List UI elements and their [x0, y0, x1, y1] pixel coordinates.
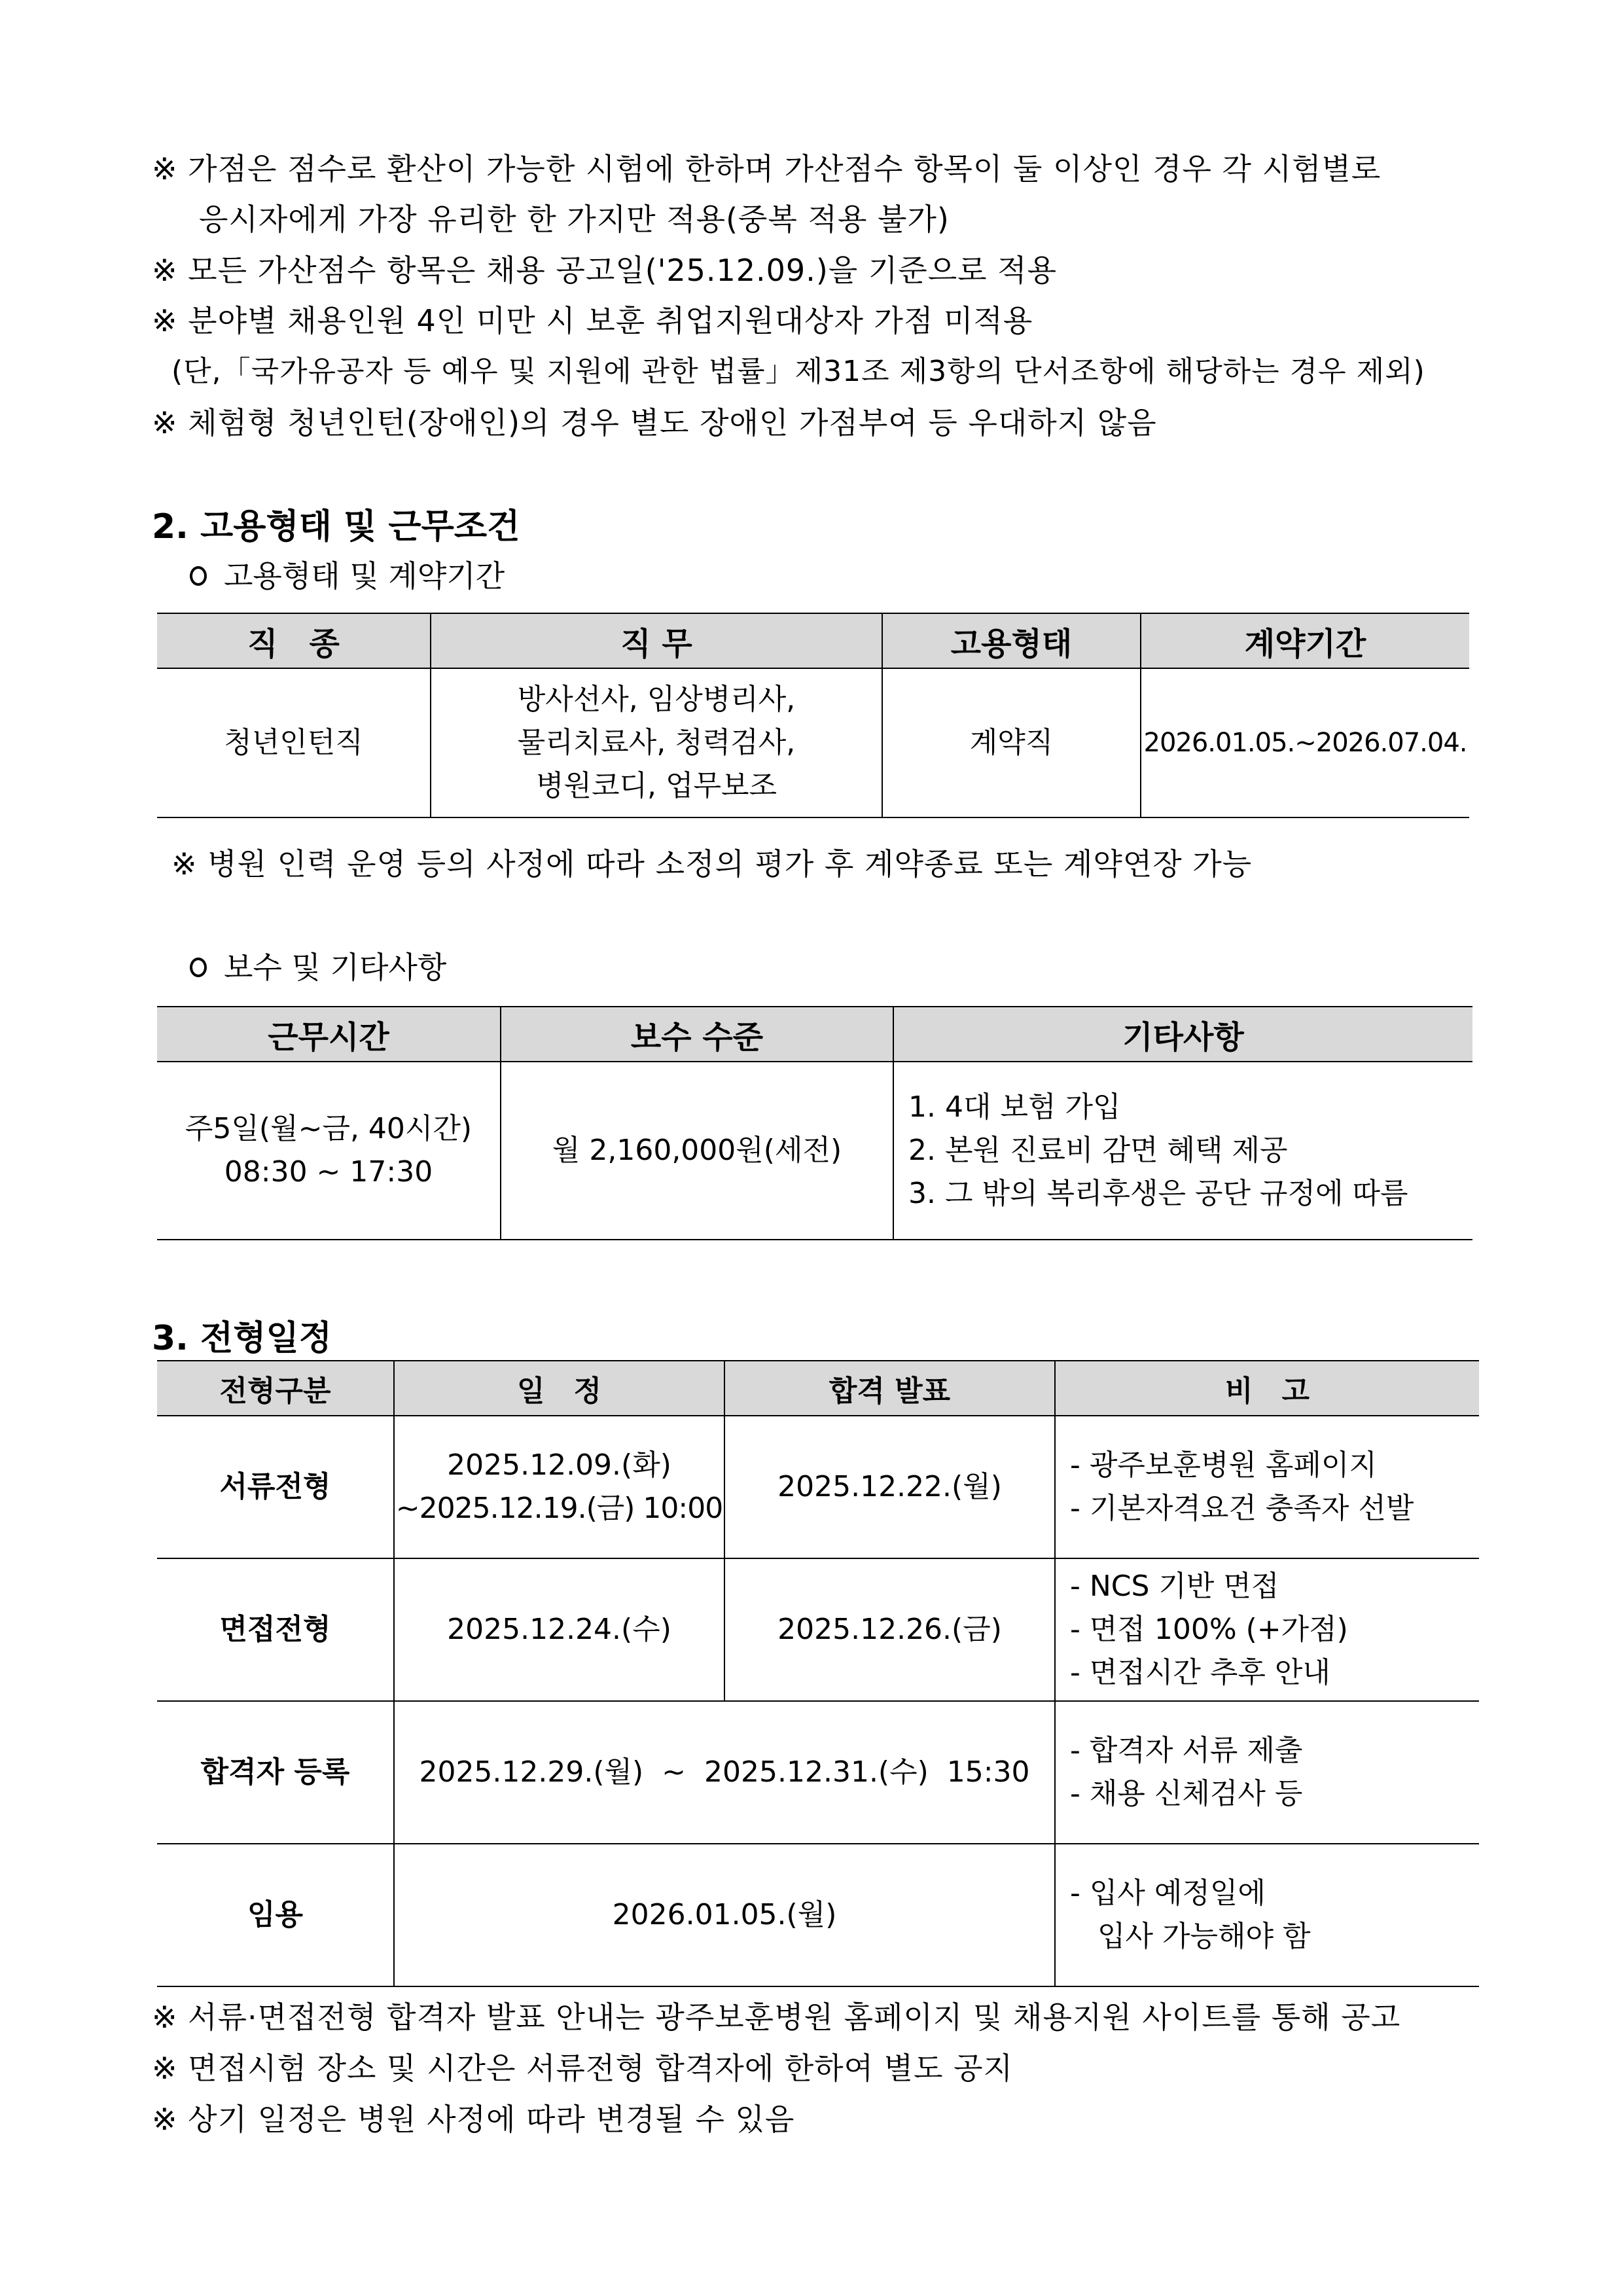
schedule-cell: 2025.12.24.(수)	[394, 1558, 724, 1701]
circle-bullet-icon	[190, 566, 207, 586]
header-cell: 합격 발표	[724, 1361, 1055, 1416]
duty-line: 병원코디, 업무보조	[535, 769, 777, 802]
remark-line: - 입사 예정일에	[1070, 1876, 1266, 1910]
pay-table	[157, 1006, 1472, 1240]
schedule-cell	[394, 1416, 724, 1558]
stage-cell: 합격자 등록	[157, 1701, 394, 1844]
header-cell: 보수 수준	[501, 1007, 893, 1062]
etc-line: 3. 그 밖의 복리후생은 공단 규정에 따름	[908, 1177, 1408, 1210]
circle-bullet-icon	[190, 958, 207, 977]
hours-line: 08:30 ~ 17:30	[224, 1155, 433, 1189]
table-row	[157, 668, 1469, 817]
remarks-cell	[1055, 1701, 1479, 1844]
pay-cell: 월 2,160,000원(세전)	[501, 1062, 893, 1240]
schedule-line: 2025.12.09.(화)	[447, 1448, 671, 1482]
schedule-cell: 2025.12.29.(월) ~ 2025.12.31.(수) 15:30	[394, 1701, 1055, 1844]
header-cell: 직 무	[431, 613, 882, 668]
table-header-row	[157, 1007, 1472, 1062]
stage-cell: 면접전형	[157, 1558, 394, 1701]
note-line: ※ 모든 가산점수 항목은 채용 공고일('25.12.09.)을 기준으로 적용	[152, 253, 1058, 288]
note-line: (단,「국가유공자 등 예우 및 지원에 관한 법률」제31조 제3항의 단서조항에 해당하는 경우 제외)	[171, 355, 1425, 388]
remarks-cell	[1055, 1416, 1479, 1558]
remark-line: - 기본자격요건 충족자 선발	[1070, 1492, 1414, 1525]
remark-line: - 광주보훈병원 홈페이지	[1070, 1448, 1377, 1482]
table-header-row	[157, 613, 1469, 668]
schedule-line: ~2025.12.19.(금) 10:00	[395, 1492, 723, 1525]
header-cell: 계약기간	[1141, 613, 1469, 668]
subsection-title: 보수 및 기타사항	[224, 950, 447, 985]
stage-cell: 임용	[157, 1844, 394, 1986]
header-cell: 직 종	[157, 613, 431, 668]
remark-line: - 면접시간 추후 안내	[1070, 1656, 1330, 1689]
duty-line: 물리치료사, 청력검사,	[517, 726, 796, 759]
hours-cell	[157, 1062, 501, 1240]
remark-line: - 합격자 서류 제출	[1070, 1734, 1303, 1767]
etc-cell	[893, 1062, 1472, 1240]
schedule-cell: 2026.01.05.(월)	[394, 1844, 1055, 1986]
duty-line: 방사선사, 임상병리사,	[517, 683, 796, 716]
table-row	[157, 1558, 1479, 1701]
note-line: ※ 가점은 점수로 환산이 가능한 시험에 한하며 가산점수 항목이 둘 이상인 경우 각 시험별로	[152, 151, 1382, 187]
note-line: ※ 상기 일정은 병원 사정에 따라 변경될 수 있음	[152, 2102, 795, 2137]
header-cell: 근무시간	[157, 1007, 501, 1062]
header-cell: 전형구분	[157, 1361, 394, 1416]
note-line: ※ 체험형 청년인턴(장애인)의 경우 별도 장애인 가점부여 등 우대하지 않음	[152, 405, 1157, 440]
table-row	[157, 1416, 1479, 1558]
schedule-table	[157, 1360, 1479, 1987]
subsection-heading	[190, 556, 505, 596]
section-heading: 2. 고용형태 및 근무조건	[152, 507, 520, 547]
subsection-heading	[190, 948, 446, 987]
period-cell: 2026.01.05.~2026.07.04.	[1141, 668, 1469, 817]
stage-cell: 서류전형	[157, 1416, 394, 1558]
remark-line: 입사 가능해야 함	[1070, 1920, 1311, 1953]
table-row	[157, 1062, 1472, 1240]
remark-line: - 면접 100% (+가점)	[1070, 1613, 1348, 1646]
contract-note: ※ 병원 인력 운영 등의 사정에 따라 소정의 평가 후 계약종료 또는 계약연장 가능	[171, 846, 1253, 882]
etc-line: 2. 본원 진료비 감면 혜택 제공	[908, 1134, 1288, 1167]
announce-cell: 2025.12.22.(월)	[724, 1416, 1055, 1558]
table-row	[157, 1844, 1479, 1986]
remark-line: - 채용 신체검사 등	[1070, 1777, 1303, 1810]
job-type-cell: 청년인턴직	[157, 668, 431, 817]
note-line: 응시자에게 가장 유리한 한 가지만 적용(중복 적용 불가)	[199, 202, 950, 237]
duties-cell	[431, 668, 882, 817]
table-row	[157, 1701, 1479, 1844]
employment-cell: 계약직	[882, 668, 1141, 817]
subsection-title: 고용형태 및 계약기간	[224, 558, 505, 594]
remarks-cell	[1055, 1844, 1479, 1986]
remarks-cell	[1055, 1558, 1479, 1701]
announce-cell: 2025.12.26.(금)	[724, 1558, 1055, 1701]
remark-line: - NCS 기반 면접	[1070, 1570, 1279, 1603]
employment-table	[157, 613, 1469, 818]
note-line: ※ 분야별 채용인원 4인 미만 시 보훈 취업지원대상자 가점 미적용	[152, 303, 1033, 338]
table-header-row	[157, 1361, 1479, 1416]
header-cell: 비 고	[1055, 1361, 1479, 1416]
etc-line: 1. 4대 보험 가입	[908, 1090, 1121, 1124]
header-cell: 일 정	[394, 1361, 724, 1416]
note-line: ※ 면접시험 장소 및 시간은 서류전형 합격자에 한하여 별도 공지	[152, 2051, 1014, 2086]
note-line: ※ 서류·면접전형 합격자 발표 안내는 광주보훈병원 홈페이지 및 채용지원 사이트를 통해 공고	[152, 2000, 1401, 2035]
hours-line: 주5일(월~금, 40시간)	[185, 1112, 473, 1145]
header-cell: 기타사항	[893, 1007, 1472, 1062]
header-cell: 고용형태	[882, 613, 1141, 668]
section-heading: 3. 전형일정	[152, 1319, 332, 1358]
